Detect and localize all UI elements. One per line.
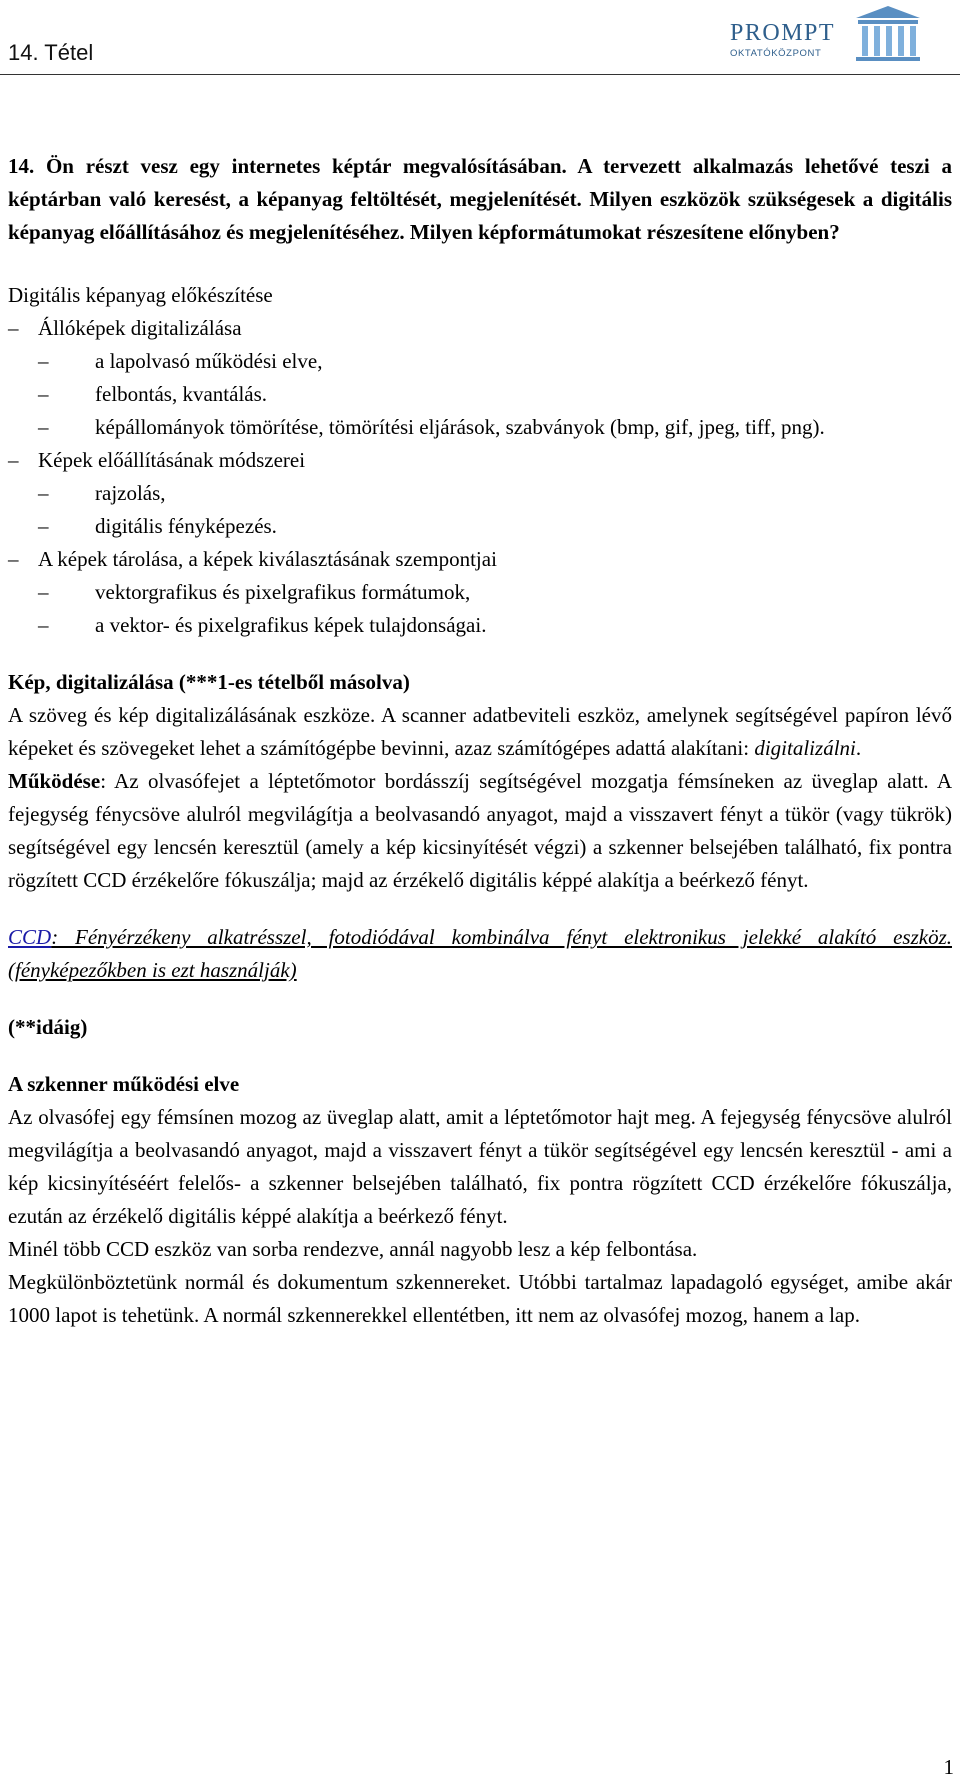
outline-title: Digitális képanyag előkészítése bbox=[8, 283, 273, 307]
outline-subitem: – képállományok tömörítése, tömörítési eljárások, szabványok (bmp, gif, jpeg, tiff, png). bbox=[38, 415, 825, 439]
outline-subitem: – felbontás, kvantálás. bbox=[38, 382, 268, 406]
paragraph: A szöveg és kép digitalizálásának eszköze. A scanner adatbeviteli eszköz, amelynek segítségével papíron lévő képeket és szövegeket lehet a számítógépbe bevinni, azaz számítógépes adattá alakítani: digitalizálni. bbox=[8, 703, 952, 760]
paragraph: Minél több CCD eszköz van sorba rendezve, annál nagyobb lesz a kép felbontása. bbox=[8, 1237, 698, 1261]
outline-subitem: – digitális fényképezés. bbox=[38, 514, 277, 538]
section-heading: Kép, digitalizálása (***1-es tételből másolva) bbox=[8, 670, 410, 694]
section-heading: A szkenner működési elve bbox=[8, 1072, 240, 1096]
ccd-term: CCD bbox=[8, 925, 52, 949]
paragraph: Az olvasófej egy fémsínen mozog az üveglap alatt, amit a léptetőmotor hajt meg. A fejegység fénycsöve alulról megvilágítja a beolvasandó anyagot, majd a visszavert fényt a tükör segítségével egy lencsén keresztül - ami a kép kicsinyítéséért felelős- a szkenner belsejében található, fix pontra rögzített CCD érzékelőre fókuszálja, ezután az érzékelő digitális képpé alakítja a beérkező fényt. bbox=[8, 1105, 952, 1228]
document-body bbox=[8, 150, 952, 1332]
logo-wordmark: PROMPT bbox=[730, 20, 836, 46]
page-header bbox=[0, 0, 960, 75]
paragraph: Megkülönböztetünk normál és dokumentum szkennereket. Utóbbi tartalmaz lapadagoló egységet, amibe akár 1000 lapot is tehetünk. A normál szkennerekkel ellentétben, itt nem az olvasófej mozog, hanem a lap. bbox=[8, 1270, 952, 1327]
page-number: 1 bbox=[943, 1755, 954, 1779]
outline-subitem: – a vektor- és pixelgrafikus képek tulajdonságai. bbox=[38, 613, 487, 637]
paragraph: Működése: Az olvasófejet a léptetőmotor bordásszíj segítségével mozgatja fémsíneken az üveglap alatt. A fejegység fénycsöve alulról megvilágítja a beolvasandó anyagot, majd a visszavert fényt a tükör (vagy tükrök) segítségével egy lencsén keresztül (amely a kép kicsinyítését végzi) a szkenner belsejében található, fix pontra rögzített CCD érzékelőre fókuszálja; majd az érzékelő digitális képpé alakítja a beérkező fényt. bbox=[8, 769, 952, 892]
outline-subitem: – rajzolás, bbox=[38, 481, 166, 505]
prompt-logo bbox=[726, 4, 926, 68]
header-title: 14. Tétel bbox=[8, 40, 94, 65]
logo-subtitle: OKTATÓKÖZPONT bbox=[730, 48, 822, 59]
end-mark: (**idáig) bbox=[8, 1015, 88, 1039]
outline-subitem: – a lapolvasó működési elve, bbox=[38, 349, 323, 373]
outline-item: – Képek előállításának módszerei bbox=[8, 448, 306, 472]
columns-logo-icon bbox=[848, 4, 926, 66]
outline-item: – Állóképek digitalizálása bbox=[8, 316, 242, 340]
exam-question: 14. Ön részt vesz egy internetes képtár megvalósításában. A tervezett alkalmazás lehetővé teszi a képtárban való keresést, a képanyag feltöltését, megjelenítését. Milyen eszközök szükségesek a digitális képanyag előállításához és megjelenítéséhez. Milyen képformátumokat részesítene előnyben? bbox=[8, 154, 952, 244]
ccd-definition: CCD: Fényérzékeny alkatrésszel, fotodiódával kombinálva fényt elektronikus jelekké alakító eszköz. (fényképezőkben is ezt használják) bbox=[8, 925, 952, 982]
outline-item: – A képek tárolása, a képek kiválasztásának szempontjai bbox=[8, 547, 497, 571]
outline-subitem: – vektorgrafikus és pixelgrafikus formátumok, bbox=[38, 580, 471, 604]
